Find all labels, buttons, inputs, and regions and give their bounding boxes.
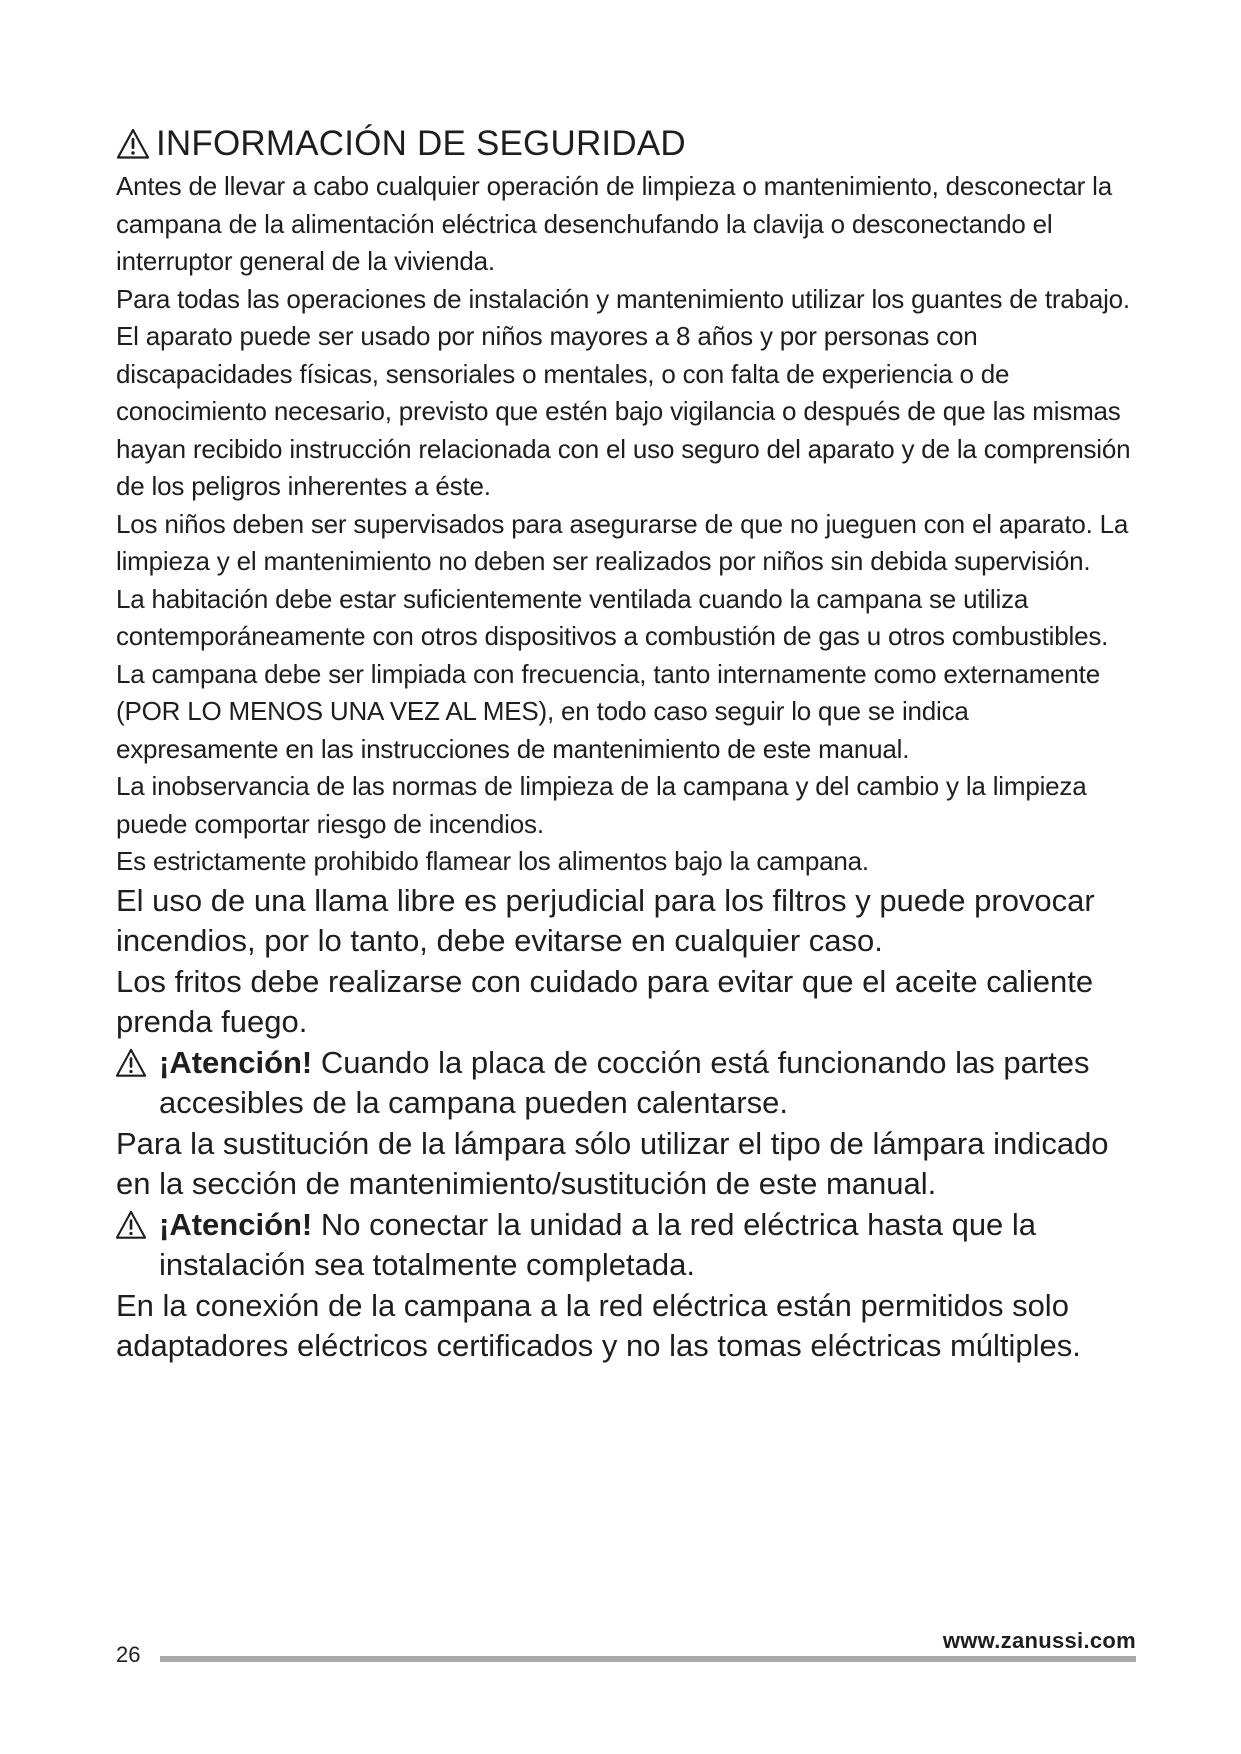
paragraph-adapters: En la conexión de la campana a la red eléctrica están permitidos solo adaptadores eléctricos certificados y no las tomas eléctricas múltiples. (116, 1287, 1081, 1363)
warning-triangle-icon (116, 128, 150, 160)
paragraph-ventilation: La habitación debe estar suficientemente ventilada cuando la campana se utiliza contemporáneamente con otros dispositivos a combustión de gas u otros combustibles. (116, 583, 1109, 651)
paragraph-cleaning-frequency: La campana debe ser limpiada con frecuencia, tanto internamente como externamente (POR LO MENOS UNA VEZ AL MES), en todo caso seguir lo que se indica expresamente en las instrucciones de mantenimiento de este manual. (116, 658, 1100, 764)
page-footer (116, 1628, 1136, 1668)
paragraph-disconnect: Antes de llevar a cabo cualquier operación de limpieza o mantenimiento, desconectar la campana de la alimentación eléctrica desenchufando la clavija o desconectando el interruptor general de la vivienda. (116, 171, 1112, 276)
paragraph-gloves: Para todas las operaciones de instalación y mantenimiento utilizar los guantes de trabajo. (116, 283, 1130, 314)
paragraph-children-usage: El aparato puede ser usado por niños mayores a 8 años y por personas con discapacidades físicas, sensoriales o mentales, o con falta de experiencia o de conocimiento necesario, previsto que estén bajo vigilancia o después de que las mismas hayan recibido instrucción relacionada con el uso seguro del aparato y de la comprensión de los peligros inherentes a éste. (116, 321, 1131, 501)
warning-no-connect (116, 1205, 1136, 1285)
page-number: 26 (116, 1642, 141, 1667)
website-link[interactable]: www.zanussi.com (942, 1628, 1136, 1653)
paragraph-fire-risk: La inobservancia de las normas de limpieza de la campana y del cambio y la limpieza puede comportar riesgo de incendios. (116, 771, 1087, 839)
paragraph-flambe: Es estrictamente prohibido flamear los alimentos bajo la campana. (116, 846, 869, 876)
warning-triangle-icon (115, 1048, 147, 1078)
section-heading (116, 122, 1136, 166)
paragraph-children-supervision: Los niños deben ser supervisados para asegurarse de que no jueguen con el aparato. La limpieza y el mantenimiento no deben ser realizados por niños sin debida supervisión. (116, 508, 1129, 576)
warning-text: No conectar la unidad a la red eléctrica hasta que la instalación sea totalmente completada. (159, 1206, 1037, 1282)
section-title: INFORMACIÓN DE SEGURIDAD (156, 124, 686, 163)
paragraph-lamp-replacement: Para la sustitución de la lámpara sólo utilizar el tipo de lámpara indicado en la sección de mantenimiento/sustitución de este manual. (116, 1125, 1109, 1201)
paragraph-open-flame: El uso de una llama libre es perjudicial para los filtros y puede provocar incendios, por lo tanto, debe evitarse en cualquier caso. (116, 882, 1095, 958)
paragraph-frying: Los fritos debe realizarse con cuidado para evitar que el aceite caliente prenda fuego. (116, 963, 1094, 1039)
warning-hot-parts (116, 1043, 1136, 1123)
warning-lead: ¡Atención! (159, 1206, 313, 1242)
warning-text: Cuando la placa de cocción está funcionando las partes accesibles de la campana pueden calentarse. (159, 1044, 1090, 1120)
warning-lead: ¡Atención! (159, 1044, 313, 1080)
warning-triangle-icon (115, 1210, 147, 1240)
footer-divider (160, 1656, 1136, 1662)
safety-section (116, 122, 1136, 1367)
